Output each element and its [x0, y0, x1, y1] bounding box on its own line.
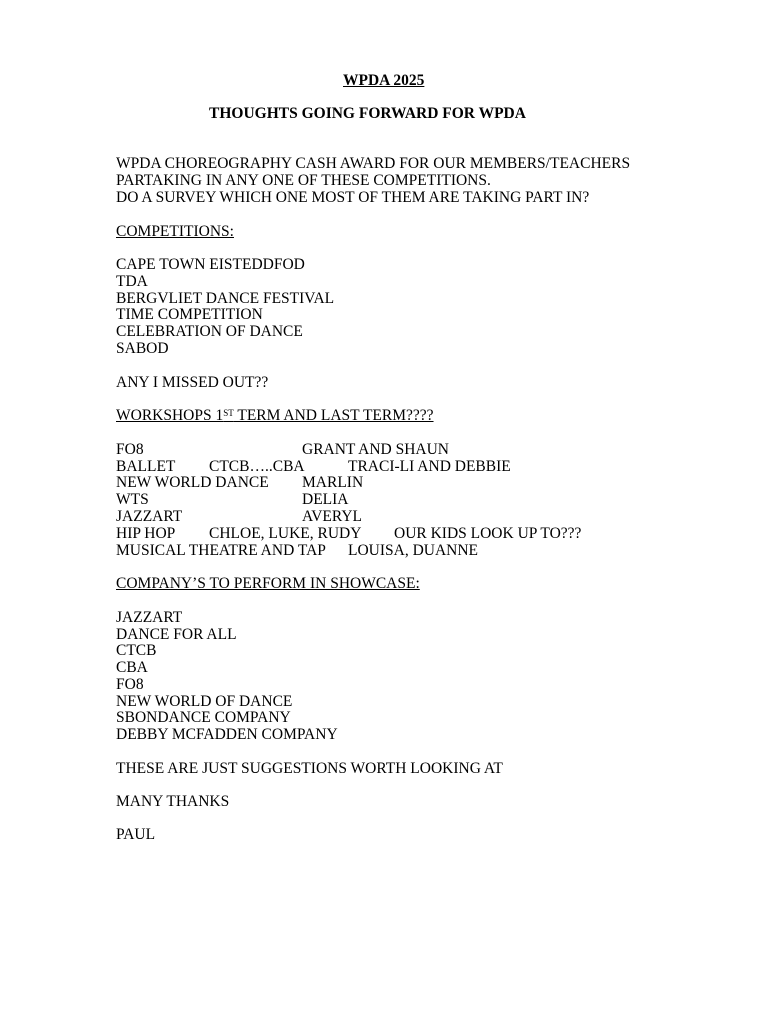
competitions-question: ANY I MISSED OUT??	[116, 374, 269, 391]
intro-line-2: PARTAKING IN ANY ONE OF THESE COMPETITIONS.	[116, 172, 491, 189]
workshop-company: CTCB…..CBA	[209, 458, 305, 475]
showcase-item: CBA	[116, 659, 148, 676]
workshop-discipline: MUSICAL THEATRE AND TAP	[116, 542, 326, 559]
workshop-discipline: JAZZART	[116, 508, 183, 525]
workshop-discipline: WTS	[116, 491, 149, 508]
workshop-note: OUR KIDS LOOK UP TO???	[394, 525, 582, 542]
document-subtitle: THOUGHTS GOING FORWARD FOR WPDA	[209, 105, 526, 122]
showcase-heading: COMPANY’S TO PERFORM IN SHOWCASE:	[116, 575, 420, 592]
intro-line-1: WPDA CHOREOGRAPHY CASH AWARD FOR OUR MEMBERS/TEACHERS	[116, 155, 631, 172]
workshops-heading-sup: ST	[223, 408, 234, 418]
workshop-teachers: TRACI-LI AND DEBBIE	[348, 458, 511, 475]
competition-item: CELEBRATION OF DANCE	[116, 323, 303, 340]
document-title: WPDA 2025	[343, 72, 425, 89]
workshop-teachers: DELIA	[302, 491, 349, 508]
showcase-item: NEW WORLD OF DANCE	[116, 693, 293, 710]
closing-text: THESE ARE JUST SUGGESTIONS WORTH LOOKING AT	[116, 760, 503, 777]
showcase-item: DEBBY MCFADDEN COMPANY	[116, 726, 338, 743]
competition-item: SABOD	[116, 340, 169, 357]
competition-item: BERGVLIET DANCE FESTIVAL	[116, 290, 335, 307]
workshops-heading	[116, 407, 434, 425]
showcase-item: SBONDANCE COMPANY	[116, 709, 291, 726]
workshop-discipline: NEW WORLD DANCE	[116, 474, 269, 491]
thanks-text: MANY THANKS	[116, 793, 230, 810]
workshop-teachers: MARLIN	[302, 474, 364, 491]
workshop-teachers: GRANT AND SHAUN	[302, 441, 449, 458]
intro-line-3: DO A SURVEY WHICH ONE MOST OF THEM ARE TAKING PART IN?	[116, 189, 590, 206]
workshops-heading-post: TERM AND LAST TERM????	[233, 407, 434, 424]
workshop-teachers: LOUISA, DUANNE	[348, 542, 479, 559]
workshop-teachers: CHLOE, LUKE, RUDY	[209, 525, 362, 542]
showcase-item: JAZZART	[116, 609, 183, 626]
competitions-heading: COMPETITIONS:	[116, 223, 234, 240]
workshop-teachers: AVERYL	[302, 508, 363, 525]
showcase-item: CTCB	[116, 642, 157, 659]
signature: PAUL	[116, 826, 156, 843]
workshop-discipline: HIP HOP	[116, 525, 176, 542]
competition-item: TDA	[116, 273, 148, 290]
showcase-item: DANCE FOR ALL	[116, 626, 237, 643]
competition-item: TIME COMPETITION	[116, 306, 263, 323]
showcase-item: FO8	[116, 676, 144, 693]
workshop-discipline: FO8	[116, 441, 144, 458]
workshop-discipline: BALLET	[116, 458, 176, 475]
workshops-heading-pre: WORKSHOPS 1	[116, 407, 224, 424]
competition-item: CAPE TOWN EISTEDDFOD	[116, 256, 305, 273]
